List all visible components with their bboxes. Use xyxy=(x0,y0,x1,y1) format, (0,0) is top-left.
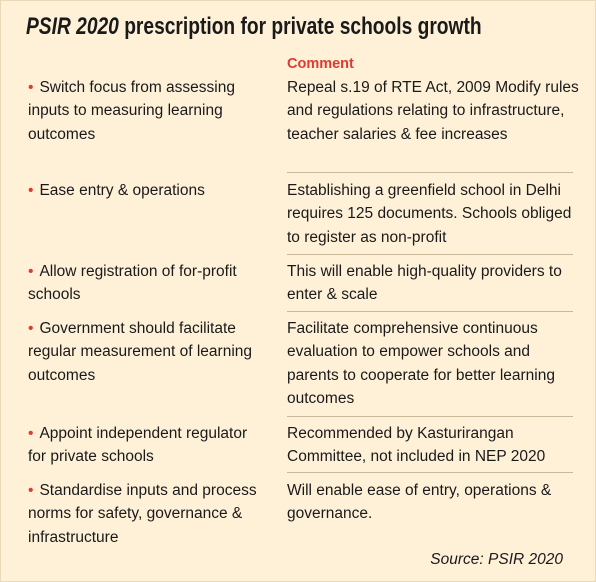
comment-cell: Establishing a greenfield school in Delhi requires 125 documents. Schools obliged to register as non-profit xyxy=(287,182,572,246)
comment-cell: Facilitate comprehensive continuous evaluation to empower schools and parents to cooperate for better learning outcomes xyxy=(287,320,555,407)
bullet-icon: • xyxy=(28,182,34,199)
recommendation-cell xyxy=(28,260,268,307)
recommendation-cell xyxy=(28,76,268,146)
bullet-icon: • xyxy=(28,263,34,280)
recommendation-text: Switch focus from assessing inputs to measuring learning outcomes xyxy=(28,79,235,143)
comment-cell: This will enable high-quality providers to enter & scale xyxy=(287,263,562,304)
recommendation-text: Appoint independent regulator for private schools xyxy=(28,425,248,466)
comment-column-heading: Comment xyxy=(287,56,354,72)
recommendation-text: Standardise inputs and process norms for safety, governance & infrastructure xyxy=(28,482,257,546)
source-note: Source: PSIR 2020 xyxy=(430,551,563,568)
row-divider xyxy=(287,172,573,173)
row-divider xyxy=(287,311,573,312)
recommendation-text: Allow registration of for-profit schools xyxy=(28,263,237,304)
row-divider xyxy=(287,416,573,417)
comment-cell: Will enable ease of entry, operations & governance. xyxy=(287,482,552,523)
bullet-icon: • xyxy=(28,425,34,442)
row-divider xyxy=(287,254,573,255)
bullet-icon: • xyxy=(28,320,34,337)
title-rest: prescription for private schools growth xyxy=(118,13,482,40)
recommendation-text: Ease entry & operations xyxy=(39,182,205,199)
recommendation-cell xyxy=(28,179,268,202)
recommendation-cell xyxy=(28,479,268,549)
bullet-icon: • xyxy=(28,482,34,499)
title-lead: PSIR 2020 xyxy=(26,13,119,40)
recommendation-cell xyxy=(28,422,268,469)
comment-cell: Recommended by Kasturirangan Committee, not included in NEP 2020 xyxy=(287,425,546,466)
page-title xyxy=(26,12,482,42)
recommendation-cell xyxy=(28,317,268,387)
recommendation-text: Government should facilitate regular measurement of learning outcomes xyxy=(28,320,253,384)
row-divider xyxy=(287,472,573,473)
comment-cell: Repeal s.19 of RTE Act, 2009 Modify rules and regulations relating to infrastructure, teacher salaries & fee increases xyxy=(287,79,579,143)
bullet-icon: • xyxy=(28,79,34,96)
